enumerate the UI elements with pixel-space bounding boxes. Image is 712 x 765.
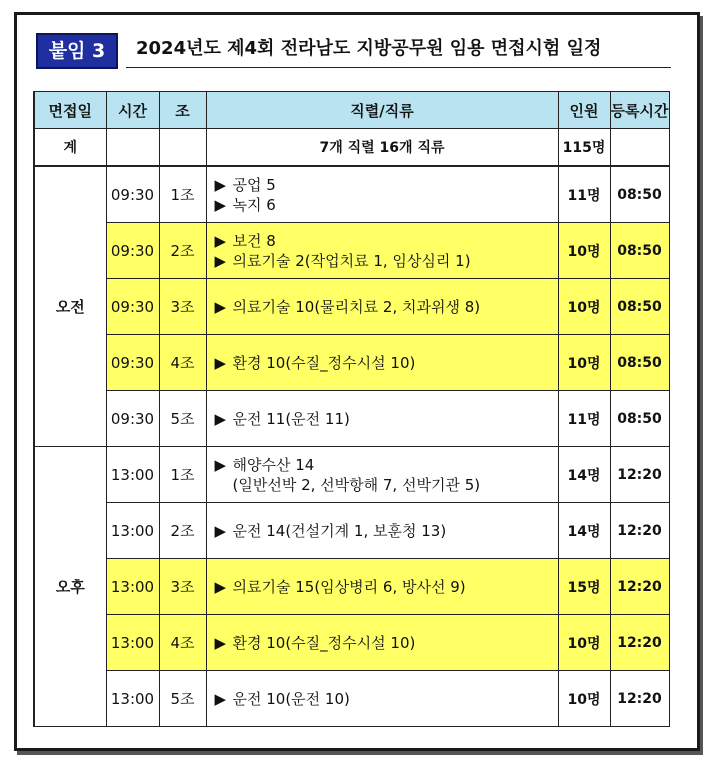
row-registration: 08:50 bbox=[610, 223, 669, 279]
page-title: 2024년도 제4회 전라남도 지방공무원 임용 면접시험 일정 bbox=[136, 38, 602, 59]
row-registration: 12:20 bbox=[610, 559, 669, 615]
row-group: 5조 bbox=[159, 671, 206, 727]
schedule-row bbox=[34, 447, 669, 503]
arrow-icon: ▶ bbox=[214, 577, 227, 596]
row-count: 11명 bbox=[558, 166, 610, 223]
row-time: 09:30 bbox=[106, 166, 159, 223]
total-empty-registration bbox=[610, 129, 669, 167]
arrow-icon: ▶ bbox=[214, 231, 227, 250]
job-line bbox=[215, 521, 558, 541]
job-text: 의료기술 2(작업치료 1, 임상심리 1) bbox=[232, 251, 471, 270]
arrow-icon: ▶ bbox=[214, 353, 227, 372]
row-jobs bbox=[206, 503, 558, 559]
total-empty-group bbox=[159, 129, 206, 167]
header-group: 조 bbox=[159, 92, 206, 129]
schedule-table bbox=[33, 91, 670, 727]
row-count: 10명 bbox=[558, 671, 610, 727]
total-row bbox=[34, 129, 669, 167]
row-group: 3조 bbox=[159, 279, 206, 335]
job-line bbox=[215, 175, 558, 195]
row-registration: 08:50 bbox=[610, 279, 669, 335]
row-group: 4조 bbox=[159, 615, 206, 671]
schedule-row bbox=[34, 503, 669, 559]
row-jobs bbox=[206, 279, 558, 335]
row-jobs bbox=[206, 391, 558, 447]
job-text: 환경 10(수질_정수시설 10) bbox=[232, 353, 416, 372]
arrow-icon: ▶ bbox=[214, 633, 227, 652]
row-registration: 12:20 bbox=[610, 447, 669, 503]
total-empty-time bbox=[106, 129, 159, 167]
row-registration: 12:20 bbox=[610, 671, 669, 727]
row-time: 13:00 bbox=[106, 615, 159, 671]
header-jobs: 직렬/직류 bbox=[206, 92, 558, 129]
row-count: 15명 bbox=[558, 559, 610, 615]
row-time: 13:00 bbox=[106, 503, 159, 559]
job-line bbox=[215, 633, 558, 653]
row-time: 09:30 bbox=[106, 223, 159, 279]
arrow-icon: ▶ bbox=[214, 455, 227, 474]
schedule-row bbox=[34, 391, 669, 447]
header-count: 인원 bbox=[558, 92, 610, 129]
total-count: 115명 bbox=[558, 129, 610, 167]
row-registration: 08:50 bbox=[610, 166, 669, 223]
row-time: 13:00 bbox=[106, 671, 159, 727]
row-registration: 08:50 bbox=[610, 391, 669, 447]
row-registration: 12:20 bbox=[610, 503, 669, 559]
row-time: 13:00 bbox=[106, 447, 159, 503]
header-registration: 등록시간 bbox=[610, 92, 669, 129]
title-underline bbox=[126, 67, 671, 68]
job-text: 해양수산 14 bbox=[232, 455, 315, 474]
schedule-row bbox=[34, 166, 669, 223]
row-count: 14명 bbox=[558, 447, 610, 503]
schedule-row bbox=[34, 335, 669, 391]
job-text: 보건 8 bbox=[232, 231, 276, 250]
header-date: 면접일 bbox=[34, 92, 106, 129]
row-jobs bbox=[206, 671, 558, 727]
job-line bbox=[215, 577, 558, 597]
row-group: 5조 bbox=[159, 391, 206, 447]
job-text: 의료기술 10(물리치료 2, 치과위생 8) bbox=[232, 297, 481, 316]
arrow-icon: ▶ bbox=[214, 251, 227, 270]
header-time: 시간 bbox=[106, 92, 159, 129]
job-line bbox=[215, 409, 558, 429]
session-label: 오전 bbox=[34, 166, 106, 447]
attachment-tag: 붙임 3 bbox=[36, 33, 118, 69]
row-count: 10명 bbox=[558, 335, 610, 391]
arrow-icon: ▶ bbox=[214, 689, 227, 708]
job-text: 녹지 6 bbox=[232, 195, 276, 214]
job-text: 공업 5 bbox=[232, 175, 276, 194]
row-jobs bbox=[206, 166, 558, 223]
job-line bbox=[215, 195, 558, 215]
job-line bbox=[215, 455, 558, 475]
job-line bbox=[215, 251, 558, 271]
row-count: 10명 bbox=[558, 615, 610, 671]
arrow-icon: ▶ bbox=[214, 297, 227, 316]
header-row bbox=[34, 92, 669, 129]
job-text: 운전 14(건설기계 1, 보훈청 13) bbox=[232, 521, 447, 540]
job-line bbox=[215, 297, 558, 317]
row-jobs bbox=[206, 447, 558, 503]
row-group: 1조 bbox=[159, 166, 206, 223]
schedule-row bbox=[34, 279, 669, 335]
schedule-row bbox=[34, 671, 669, 727]
job-line bbox=[215, 231, 558, 251]
row-group: 1조 bbox=[159, 447, 206, 503]
row-time: 13:00 bbox=[106, 559, 159, 615]
row-group: 2조 bbox=[159, 503, 206, 559]
total-jobs: 7개 직렬 16개 직류 bbox=[206, 129, 558, 167]
row-registration: 12:20 bbox=[610, 615, 669, 671]
arrow-icon: ▶ bbox=[214, 409, 227, 428]
session-label: 오후 bbox=[34, 447, 106, 727]
row-count: 10명 bbox=[558, 279, 610, 335]
row-count: 14명 bbox=[558, 503, 610, 559]
arrow-icon: ▶ bbox=[214, 195, 227, 214]
row-count: 10명 bbox=[558, 223, 610, 279]
row-jobs bbox=[206, 615, 558, 671]
schedule-row bbox=[34, 223, 669, 279]
row-jobs bbox=[206, 335, 558, 391]
row-jobs bbox=[206, 223, 558, 279]
row-jobs bbox=[206, 559, 558, 615]
row-registration: 08:50 bbox=[610, 335, 669, 391]
row-time: 09:30 bbox=[106, 279, 159, 335]
arrow-icon: ▶ bbox=[214, 521, 227, 540]
row-group: 2조 bbox=[159, 223, 206, 279]
job-text: 운전 10(운전 10) bbox=[232, 689, 350, 708]
schedule-row bbox=[34, 559, 669, 615]
row-group: 4조 bbox=[159, 335, 206, 391]
row-time: 09:30 bbox=[106, 391, 159, 447]
job-line bbox=[215, 689, 558, 709]
arrow-icon: ▶ bbox=[214, 175, 227, 194]
total-label: 계 bbox=[34, 129, 106, 167]
row-group: 3조 bbox=[159, 559, 206, 615]
row-count: 11명 bbox=[558, 391, 610, 447]
job-text: 환경 10(수질_정수시설 10) bbox=[232, 633, 416, 652]
job-subline: (일반선박 2, 선박항해 7, 선박기관 5) bbox=[232, 475, 481, 494]
schedule-row bbox=[34, 615, 669, 671]
job-text: 운전 11(운전 11) bbox=[232, 409, 350, 428]
row-time: 09:30 bbox=[106, 335, 159, 391]
job-text: 의료기술 15(임상병리 6, 방사선 9) bbox=[232, 577, 466, 596]
job-line bbox=[215, 353, 558, 373]
